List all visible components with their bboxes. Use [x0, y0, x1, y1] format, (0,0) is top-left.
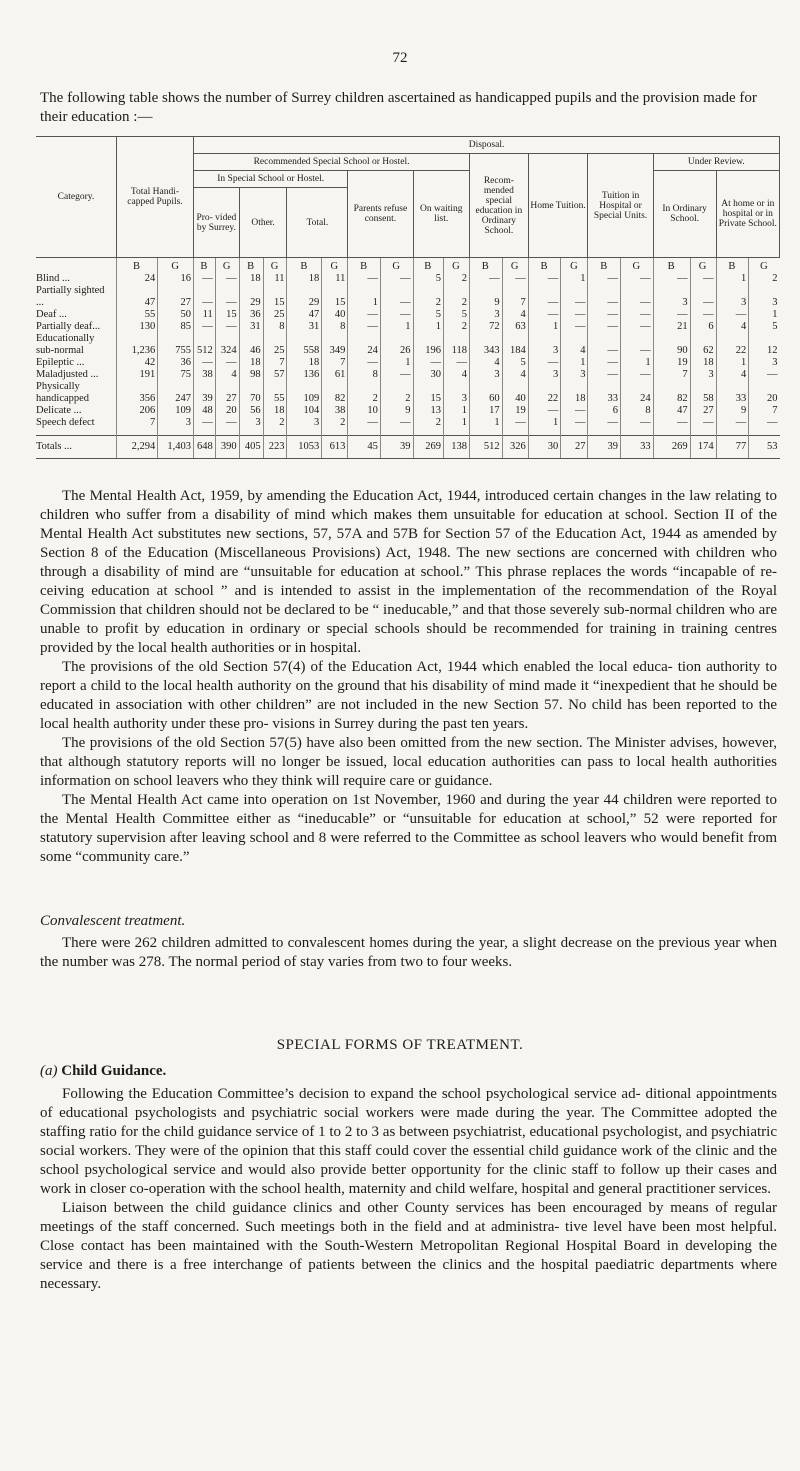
table-cell: 3 [528, 369, 561, 381]
table-cell: 16 [158, 273, 194, 285]
table-cell: 85 [158, 321, 194, 333]
totals-cell: 33 [621, 436, 654, 459]
row-label: Partially sighted ... [36, 285, 105, 308]
paragraph: Liaison between the child guidance clinics and other County services has been encouraged by means of regular meetings of the staff concerned. Such meetings both in the field and at administra- tive level have been most helpful. Close contact has been maintained with the South-Western Metropolitan Regional Hospital Board in developing the service and there is a free interchange of patients between the clinics and the hospital paediatric departments where necessary. [40, 1200, 777, 1292]
table-cell: 75 [158, 369, 194, 381]
table-cell: 9 [380, 405, 413, 417]
totals-cell: 2,294 [116, 436, 157, 459]
table-cell: — [653, 273, 690, 285]
row-label: Maladjusted ... [36, 369, 99, 380]
table-cell: 72 [470, 321, 503, 333]
table-cell: — [588, 417, 621, 429]
table-cell: — [561, 309, 588, 321]
header-in-ordinary-school: In Ordinary School. [653, 171, 716, 258]
table-cell: — [380, 417, 413, 429]
table-cell: 8 [322, 321, 348, 333]
table-cell: — [194, 285, 216, 309]
table-cell: 1 [528, 321, 561, 333]
table-cell: — [502, 417, 528, 429]
table-cell: — [690, 417, 716, 429]
table-cell: — [690, 285, 716, 309]
table-cell: 19 [502, 405, 528, 417]
table-cell: — [528, 285, 561, 309]
table-cell: 2 [443, 321, 469, 333]
totals-cell: 27 [561, 436, 588, 459]
table-cell: 349 [322, 333, 348, 357]
table-cell: — [380, 369, 413, 381]
table-cell: — [194, 273, 216, 285]
table-cell: 7 [263, 357, 287, 369]
table-cell: — [621, 333, 654, 357]
table-cell: — [348, 321, 381, 333]
table-cell: 3 [716, 285, 749, 309]
table-cell: 2 [413, 417, 443, 429]
child-guidance-heading [40, 1063, 166, 1080]
table-cell: 82 [653, 381, 690, 405]
table-cell: 40 [322, 309, 348, 321]
table-cell: 1 [413, 321, 443, 333]
table-cell: 62 [690, 333, 716, 357]
table-cell: 247 [158, 381, 194, 405]
row-label: Physically handicapped [36, 381, 90, 404]
table-cell: 17 [470, 405, 503, 417]
child-guidance-prefix: (a) [40, 1063, 58, 1079]
table-cell: 8 [263, 321, 287, 333]
table-cell: 1 [716, 357, 749, 369]
table-cell: 33 [588, 381, 621, 405]
table-row [36, 369, 780, 381]
table-cell: — [215, 417, 239, 429]
totals-cell: 39 [380, 436, 413, 459]
table-cell: 7 [749, 405, 780, 417]
table-row [36, 285, 780, 309]
table-cell: 2 [749, 273, 780, 285]
table-cell: — [380, 285, 413, 309]
row-label: Epileptic ... [36, 357, 85, 368]
table-cell: 4 [561, 333, 588, 357]
intro-text: The following table shows the number of Surrey children ascertained as handicapped pupils and the provision made for their education :— [40, 90, 757, 125]
table-cell: 20 [215, 405, 239, 417]
table-cell: 26 [380, 333, 413, 357]
table-cell: 196 [413, 333, 443, 357]
table-cell: — [194, 321, 216, 333]
table-cell: — [588, 357, 621, 369]
table-cell: 2 [443, 285, 469, 309]
table-cell: 18 [263, 405, 287, 417]
table-cell: — [588, 369, 621, 381]
header-provided-by-surrey: Pro- vided by Surrey. [194, 188, 240, 258]
table-cell: 63 [502, 321, 528, 333]
table-cell: 31 [239, 321, 263, 333]
table-cell: 27 [690, 405, 716, 417]
table-cell: 10 [348, 405, 381, 417]
table-cell: 15 [413, 381, 443, 405]
table-cell: 104 [287, 405, 322, 417]
table-cell: 1 [380, 321, 413, 333]
table-cell: — [215, 321, 239, 333]
table-row [36, 417, 780, 429]
table-cell: 3 [239, 417, 263, 429]
table-cell: — [653, 417, 690, 429]
header-special-total: Total. [287, 188, 348, 258]
table-cell: 42 [116, 357, 157, 369]
table-cell: 18 [561, 381, 588, 405]
totals-cell: 326 [502, 436, 528, 459]
table-cell: — [443, 357, 469, 369]
table-cell: 3 [528, 333, 561, 357]
table-cell: — [749, 369, 780, 381]
paragraph: The provisions of the old Section 57(5) have also been omitted from the new section. The Minister advises, however, that although statutory reports will no longer be issued, local education authorities can pass to local health authorities information on school leavers who they think will require care or guidance. [40, 735, 777, 789]
header-in-special-school: In Special School or Hostel. [194, 171, 348, 188]
table-cell: 58 [690, 381, 716, 405]
table-cell: 39 [194, 381, 216, 405]
header-recommended-special: Recommended Special School or Hostel. [194, 154, 470, 171]
table-cell: 61 [322, 369, 348, 381]
table-cell: — [621, 285, 654, 309]
table-cell: 47 [653, 405, 690, 417]
table-cell: 118 [443, 333, 469, 357]
table-row [36, 405, 780, 417]
row-label: Partially deaf... [36, 321, 101, 332]
table-cell: — [621, 417, 654, 429]
table-cell: 3 [653, 285, 690, 309]
header-other: Other. [239, 188, 287, 258]
table-cell: 47 [287, 309, 322, 321]
table-cell: 25 [263, 333, 287, 357]
table-cell: 2 [380, 381, 413, 405]
table-cell: 29 [239, 285, 263, 309]
table-cell: — [348, 357, 381, 369]
table-cell: — [588, 309, 621, 321]
table-cell: 184 [502, 333, 528, 357]
table-cell: — [194, 357, 216, 369]
table-cell: — [588, 333, 621, 357]
table-cell: — [621, 369, 654, 381]
totals-cell: 613 [322, 436, 348, 459]
table-cell: 1 [443, 417, 469, 429]
table-cell: 40 [502, 381, 528, 405]
child-guidance-section [40, 1085, 777, 1294]
table-cell: 4 [215, 369, 239, 381]
table-cell: 18 [287, 273, 322, 285]
row-label: Educationally sub-normal [36, 333, 95, 356]
table-cell: 512 [194, 333, 216, 357]
totals-cell: 269 [413, 436, 443, 459]
header-total-handicapped: Total Handi- capped Pupils. [116, 137, 193, 258]
table-cell: 343 [470, 333, 503, 357]
table-cell: 24 [621, 381, 654, 405]
handicapped-pupils-table [36, 136, 780, 459]
table-cell: 4 [716, 369, 749, 381]
table-cell: 1 [561, 273, 588, 285]
table-cell: 18 [287, 357, 322, 369]
table-cell: — [653, 309, 690, 321]
table-cell: — [470, 273, 503, 285]
table-cell: 324 [215, 333, 239, 357]
table-cell: — [348, 273, 381, 285]
header-tuition-hospital: Tuition in Hospital or Special Units. [588, 154, 653, 258]
paragraph: The Mental Health Act came into operation on 1st November, 1960 and during the year 44 children were reported to the Mental Health Committee either as “ineducable” or “unsuitable for education at school,” 52 were reported for statutory supervision after leaving school and 8 were referred to the Committee as school leavers who would benefit from some “community care.” [40, 792, 777, 865]
totals-cell: 648 [194, 436, 216, 459]
sex-header-row: B G B G B G B G B G B G B G B G B G B G B G [36, 258, 780, 274]
table-cell: 60 [470, 381, 503, 405]
table-cell: 31 [287, 321, 322, 333]
table-cell: 36 [158, 357, 194, 369]
table-cell: 1 [716, 273, 749, 285]
table-cell: — [528, 309, 561, 321]
table-cell: 47 [116, 285, 157, 309]
table-cell: 4 [470, 357, 503, 369]
table-cell: 755 [158, 333, 194, 357]
header-under-review: Under Review. [653, 154, 779, 171]
table-cell: — [380, 309, 413, 321]
convalescent-heading: Convalescent treatment. [40, 913, 186, 929]
table-cell: 38 [194, 369, 216, 381]
table-cell: 3 [470, 309, 503, 321]
table-cell: — [502, 273, 528, 285]
table-cell: 1 [561, 357, 588, 369]
table-cell: — [561, 321, 588, 333]
table-cell: 6 [690, 321, 716, 333]
table-cell: 5 [443, 309, 469, 321]
table-cell: — [588, 321, 621, 333]
table-cell: 3 [158, 417, 194, 429]
table-cell: 18 [690, 357, 716, 369]
table-cell: 11 [263, 273, 287, 285]
table-cell: 5 [749, 321, 780, 333]
totals-cell: 77 [716, 436, 749, 459]
table-cell: — [528, 405, 561, 417]
table-cell: 9 [470, 285, 503, 309]
totals-cell: 223 [263, 436, 287, 459]
table-cell: — [716, 309, 749, 321]
table-cell: 38 [322, 405, 348, 417]
table-cell: 55 [116, 309, 157, 321]
totals-cell: 30 [528, 436, 561, 459]
convalescent-section [40, 934, 777, 972]
table-row [36, 333, 780, 357]
table-cell: 8 [621, 405, 654, 417]
table-cell: 7 [322, 357, 348, 369]
paragraph: The provisions of the old Section 57(4) of the Education Act, 1944 which enabled the local educa- tion authority to report a child to the local health authority on the ground that his disability of mind made it “inexpedient that he should be educated in association with other children” are not included in the new Section 57. No child has been reported to the local health authority under these pro- visions in Surrey during the past ten years. [40, 659, 777, 732]
header-waiting-list: On waiting list. [413, 171, 470, 258]
totals-cell: 138 [443, 436, 469, 459]
table-cell: — [528, 357, 561, 369]
table-cell: — [588, 285, 621, 309]
table-cell: 20 [749, 381, 780, 405]
table-cell: 46 [239, 333, 263, 357]
table-cell: 4 [502, 369, 528, 381]
table-cell: 27 [158, 285, 194, 309]
table-cell: 3 [287, 417, 322, 429]
totals-cell: 1,403 [158, 436, 194, 459]
totals-cell: 174 [690, 436, 716, 459]
table-cell: 7 [502, 285, 528, 309]
header-recommended-ordinary: Recom- mended special education in Ordinary School. [470, 154, 529, 258]
table-cell: 136 [287, 369, 322, 381]
table-cell: — [348, 309, 381, 321]
table-row [36, 309, 780, 321]
table-cell: 2 [322, 417, 348, 429]
table-cell: 1 [749, 309, 780, 321]
table-cell: 11 [322, 273, 348, 285]
table-cell: 2 [348, 381, 381, 405]
table-cell: 48 [194, 405, 216, 417]
table-cell: 90 [653, 333, 690, 357]
table-cell: — [561, 405, 588, 417]
table-cell: — [215, 357, 239, 369]
table-cell: 57 [263, 369, 287, 381]
table-cell: 15 [322, 285, 348, 309]
table-cell: 1 [470, 417, 503, 429]
totals-cell: 390 [215, 436, 239, 459]
table-cell: 3 [561, 369, 588, 381]
paragraph: Following the Education Committee’s decision to expand the school psychological service ad- ditional appointments of educational psychologists and psychiatric social workers were made during the year. The Committee adopted the staffing ratio for the child guidance service of 1 to 2 to 3 as between psychiatrist, educational psychologist, and psychiatric social workers. They were of the opinion that this staff could cover the essential child guidance work of the clinic and the school psychological service and would also provide better opportunity for the clinic staff to follow up their cases and work in closer co-operation with the school health, maternity and child welfare, hospital and general practitioner services. [40, 1086, 777, 1197]
table-cell: 5 [413, 309, 443, 321]
table-cell: — [621, 273, 654, 285]
totals-cell: 1053 [287, 436, 322, 459]
row-label: Deaf ... [36, 309, 67, 320]
special-forms-heading: SPECIAL FORMS OF TREATMENT. [276, 1037, 524, 1053]
table-row [36, 357, 780, 369]
table-cell: 206 [116, 405, 157, 417]
table-cell: — [588, 273, 621, 285]
table-cell: 191 [116, 369, 157, 381]
table-cell: 25 [263, 309, 287, 321]
table-cell: 55 [263, 381, 287, 405]
totals-cell: 39 [588, 436, 621, 459]
table-cell: 24 [116, 273, 157, 285]
table-cell: 1 [443, 405, 469, 417]
table-cell: 558 [287, 333, 322, 357]
totals-row [36, 436, 780, 459]
table-cell: 6 [588, 405, 621, 417]
table-cell: 9 [716, 405, 749, 417]
mental-health-section [40, 487, 777, 867]
header-at-home: At home or in hospital or in Private School. [716, 171, 779, 258]
row-label: Blind ... [36, 273, 70, 284]
table-cell: — [749, 417, 780, 429]
table-cell: 15 [215, 309, 239, 321]
row-label: Speech defect [36, 417, 95, 428]
totals-cell: 269 [653, 436, 690, 459]
table-cell: 22 [528, 381, 561, 405]
table-cell: — [561, 417, 588, 429]
table-cell: 2 [443, 273, 469, 285]
page-number: 72 [392, 50, 408, 66]
table-cell: 1 [348, 285, 381, 309]
totals-cell: 405 [239, 436, 263, 459]
table-row [36, 273, 780, 285]
table-cell: 22 [716, 333, 749, 357]
totals-cell: 512 [470, 436, 503, 459]
table-cell: 7 [116, 417, 157, 429]
table-cell: 30 [413, 369, 443, 381]
table-cell: 50 [158, 309, 194, 321]
table-cell: — [215, 273, 239, 285]
table-cell: 82 [322, 381, 348, 405]
totals-cell: 45 [348, 436, 381, 459]
table-cell: 2 [413, 285, 443, 309]
table-row [36, 321, 780, 333]
table-cell: 4 [443, 369, 469, 381]
paragraph: The Mental Health Act, 1959, by amending the Education Act, 1944, introduced certain changes in the law relating to children who suffer from a disability of mind which makes them unsuitable for education at school. Section II of the Mental Health Act substitutes new sections, 57, 57A and 57B for Section 57 of the Education Act, 1944 as amended by Section 8 of the Education (Miscellaneous Provisions) Act, 1948. The new sections are concerned with children who through a disability of mind are “unsuitable for education at school.” This phrase replaces the words “incapable of re- ceiving education at school ” and is intended to assist in the implementation of the recommendation of the Royal Commission that children should not be declared to be “ ineducable,” and that those severely sub-normal children who are unable to profit by education in ordinary or special schools should be recommended for training in training centres provided by the local health authorities or in hospital. [40, 488, 777, 656]
child-guidance-title: Child Guidance. [61, 1063, 167, 1079]
table-cell: 3 [470, 369, 503, 381]
table-cell: — [380, 273, 413, 285]
table-cell: 70 [239, 381, 263, 405]
paragraph: There were 262 children admitted to convalescent homes during the year, a slight decrease on the previous year when the number was 278. The normal period of stay varies from two to four weeks. [40, 935, 777, 970]
table-cell: 11 [194, 309, 216, 321]
table-cell: 1,236 [116, 333, 157, 357]
table-cell: — [716, 417, 749, 429]
table-cell: 18 [239, 357, 263, 369]
table-cell: — [528, 273, 561, 285]
table-cell: 130 [116, 321, 157, 333]
table-cell: — [690, 309, 716, 321]
table-cell: — [561, 285, 588, 309]
totals-cell: 53 [749, 436, 780, 459]
table-cell: — [621, 321, 654, 333]
table-cell: — [215, 285, 239, 309]
table-cell: 3 [443, 381, 469, 405]
table-cell: — [690, 273, 716, 285]
totals-label: Totals ... [36, 436, 116, 459]
table-cell: 56 [239, 405, 263, 417]
table-cell: 1 [380, 357, 413, 369]
table-cell: 109 [287, 381, 322, 405]
header-disposal: Disposal. [194, 137, 780, 154]
table-cell: 15 [263, 285, 287, 309]
table-cell: 29 [287, 285, 322, 309]
header-parents-refuse: Parents refuse consent. [348, 171, 413, 258]
header-category: Category. [36, 137, 116, 258]
table-cell: 4 [716, 321, 749, 333]
table-cell: 19 [653, 357, 690, 369]
header-home-tuition: Home Tuition. [528, 154, 588, 258]
table-cell: 5 [502, 357, 528, 369]
table-cell: — [348, 417, 381, 429]
table-cell: 98 [239, 369, 263, 381]
table-cell: — [621, 309, 654, 321]
table-cell: 8 [348, 369, 381, 381]
table-cell: 3 [749, 357, 780, 369]
table-cell: 3 [749, 285, 780, 309]
row-label: Delicate ... [36, 405, 82, 416]
table-cell: 3 [690, 369, 716, 381]
table-cell: — [194, 417, 216, 429]
table-cell: — [413, 357, 443, 369]
table-cell: 356 [116, 381, 157, 405]
table-cell: 1 [621, 357, 654, 369]
table-cell: 24 [348, 333, 381, 357]
table-cell: 21 [653, 321, 690, 333]
table-cell: 13 [413, 405, 443, 417]
table-cell: 18 [239, 273, 263, 285]
table-cell: 5 [413, 273, 443, 285]
table-cell: 109 [158, 405, 194, 417]
table-cell: 4 [502, 309, 528, 321]
table-row [36, 381, 780, 405]
table-cell: 2 [263, 417, 287, 429]
table-cell: 36 [239, 309, 263, 321]
table-cell: 33 [716, 381, 749, 405]
table-cell: 27 [215, 381, 239, 405]
table-cell: 12 [749, 333, 780, 357]
table-cell: 7 [653, 369, 690, 381]
table-cell: 1 [528, 417, 561, 429]
